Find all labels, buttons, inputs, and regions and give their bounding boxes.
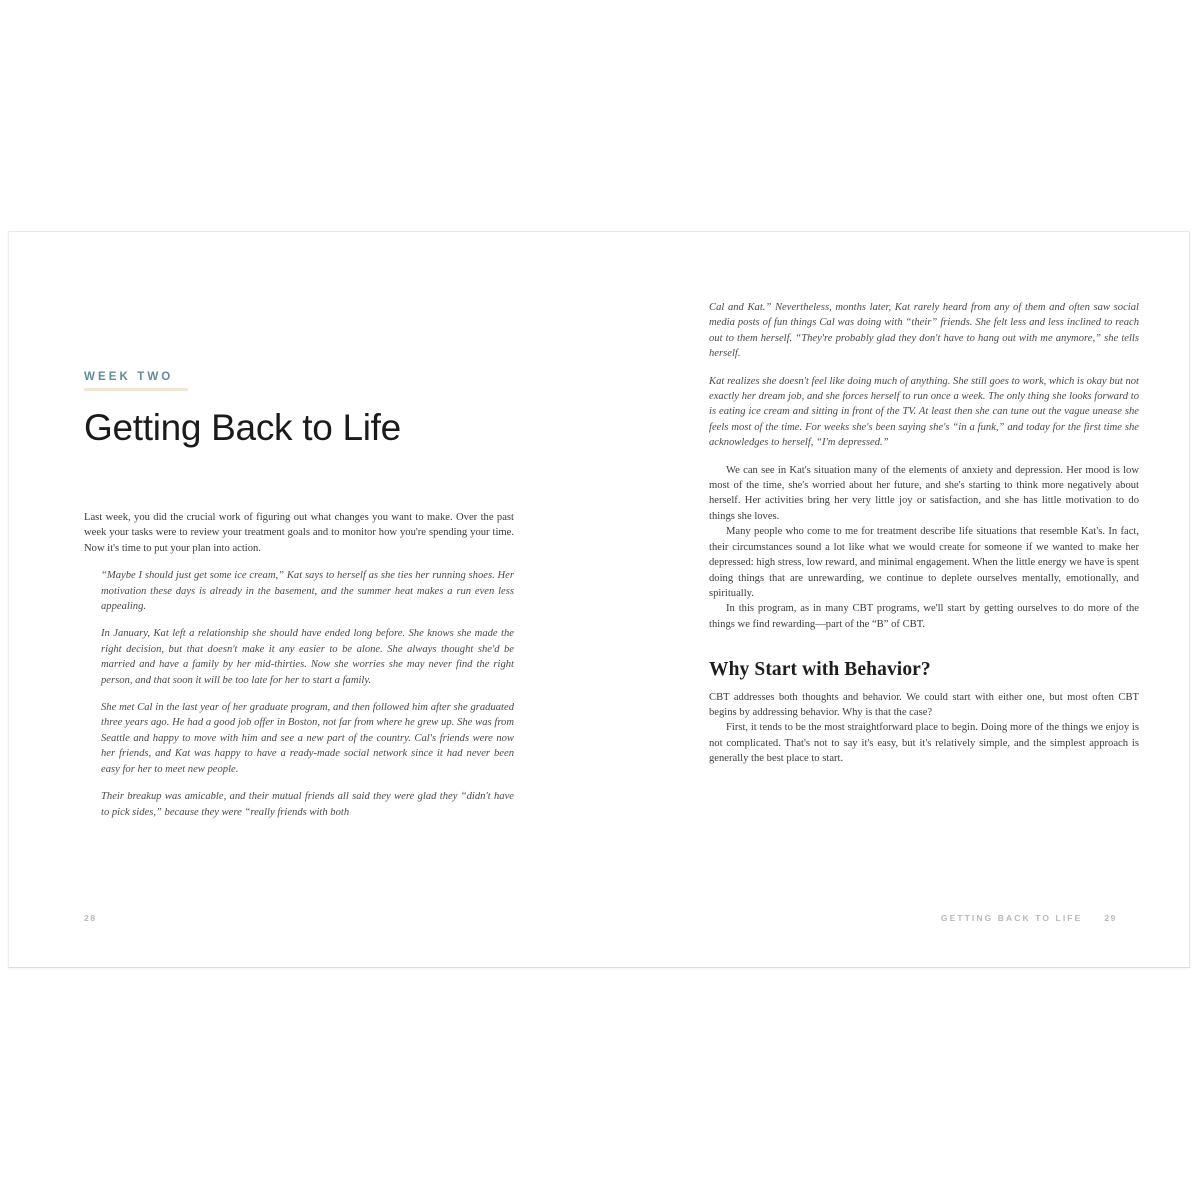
right-page (599, 232, 1189, 967)
paragraph-body: We can see in Kat's situation many of the elements of anxiety and depression. Her mood is low most of the time, she's worried about her future, and she's starting to think more negatively about herself. Her activities bring her very little joy or satisfaction, and she has little motivation to do things she loves. (709, 464, 1139, 522)
right-text-column (709, 300, 1139, 767)
left-text-column (84, 510, 514, 820)
paragraph-vignette: In January, Kat left a relationship she should have ended long before. She knows she made the right decision, but that doesn't make it any easier to be alone. She always thought she'd be married and have a family by her mid-thirties. Now she worries she may never find the right person, and that soon it will be too late for her to start a family. (101, 628, 514, 686)
paragraph-vignette-continued: Cal and Kat.” Nevertheless, months later, Kat rarely heard from any of them and often saw social media posts of fun things Cal was doing with “their” friends. She felt less and less inclined to reach out to them herself. “They're probably glad they don't have to hang out with me anymore,” she tells herself. (709, 302, 1139, 360)
paragraph-body: In this program, as in many CBT programs, we'll start by getting ourselves to do more of the things we find rewarding—part of the “B” of CBT. (709, 603, 1139, 630)
running-title: GETTING BACK TO LIFE (940, 913, 1083, 923)
paragraph-section-body: CBT addresses both thoughts and behavior. We could start with either one, but most often CBT begins by addressing behavior. Why is that the case? (709, 691, 1139, 718)
chapter-opener (84, 372, 514, 473)
chapter-kicker: WEEK TWO (84, 371, 174, 383)
right-page-number: 29 (1104, 913, 1117, 923)
book-spread (8, 231, 1190, 968)
left-page-number: 28 (84, 913, 97, 923)
paragraph-section-body: First, it tends to be the most straightforward place to begin. Doing more of the things we enjoy is not complicated. That's not to say it's easy, but it's relatively simple, and the simplest approach is generally the best place to start. (709, 722, 1139, 765)
paragraph-intro: Last week, you did the crucial work of figuring out what changes you want to make. Over the past week your tasks were to review your treatment goals and to monitor how you're spending your time. Now it's time to put your plan into action. (84, 512, 514, 554)
right-page-footer (941, 913, 1117, 923)
kicker-rule (84, 388, 188, 391)
left-page (9, 232, 599, 967)
section-heading: Why Start with Behavior? (709, 659, 931, 681)
paragraph-vignette: Kat realizes she doesn't feel like doing much of anything. She still goes to work, which is okay but not exactly her dream job, and she forces herself to run once a week. The only thing she looks forward to is eating ice cream and sitting in front of the TV. At least then she can tune out the vague unease she feels most of the time. For weeks she's been saying she's “in a funk,” and today for the first time she acknowledges to herself, “I'm depressed.” (709, 375, 1139, 449)
paragraph-body: Many people who come to me for treatment describe life situations that resemble Kat's. In fact, their circumstances sound a lot like what we would create for someone if we wanted to make her depressed: high stress, low reward, and minimal engagement. When the little energy we have is spent doing things that are unrewarding, we continue to deplete ourselves mentally, emotionally, and spiritually. (709, 526, 1139, 599)
paragraph-vignette: “Maybe I should just get some ice cream,” Kat says to herself as she ties her running shoes. Her motivation these days is already in the basement, and the summer heat makes a run even less appealing. (101, 570, 514, 613)
chapter-title: Getting Back to Life (84, 406, 401, 448)
paragraph-vignette: She met Cal in the last year of her graduate program, and then followed him after she graduated three years ago. He had a good job offer in Boston, not far from where he grew up. She was from Seattle and happy to move with him and see a new part of the country. Cal's friends were now her friends, and Kat was happy to have a ready-made social network since it had never been easy for her to meet new people. (101, 702, 514, 775)
paragraph-vignette: Their breakup was amicable, and their mutual friends all said they were glad they “didn't have to pick sides,” because they were “really friends with both (101, 791, 514, 818)
